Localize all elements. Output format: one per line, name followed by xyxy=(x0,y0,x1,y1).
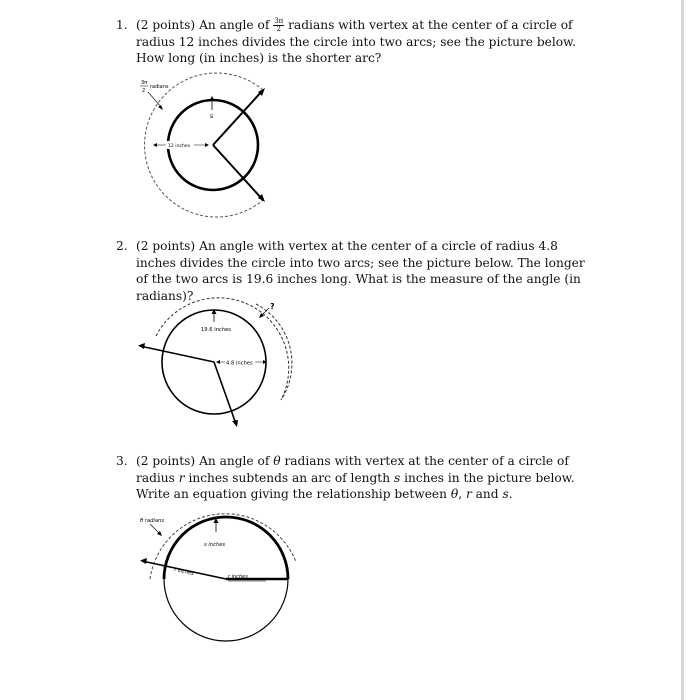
angle-fraction: $\frac{3\pi}{2}$ xyxy=(274,17,284,33)
question-text: An angle of xyxy=(199,18,270,32)
var-s: s xyxy=(502,487,509,501)
question-text: radians with vertex at the center of a circle of radius xyxy=(136,454,569,485)
arc-label: 19.6 inches xyxy=(201,327,231,333)
var-r: r xyxy=(178,470,185,485)
arc-label: s xyxy=(210,113,214,120)
angle-num: 3π xyxy=(141,80,148,86)
question-text: inches subtends an arc of length xyxy=(188,470,391,485)
question-1 xyxy=(116,17,596,67)
and-word: and xyxy=(475,487,499,501)
question-number: 3. xyxy=(116,454,128,468)
radius-label-right: r inches xyxy=(228,574,248,580)
radius-label: 12 inches xyxy=(168,144,191,149)
var-theta: θ xyxy=(450,487,459,501)
scrollbar[interactable] xyxy=(681,0,684,700)
arc-label: s inches xyxy=(204,542,226,548)
radius-label-left: r inches xyxy=(173,567,195,578)
question-points: (2 points) xyxy=(136,239,196,253)
question-text: An angle with vertex at the center of a circle of radius 4.8 inches divides the circle into two arcs; see the picture below. The longer of the two arcs is 19.6 inches long. What is the measure of the angle (in radians)? xyxy=(136,239,585,303)
question-text: An angle of xyxy=(199,454,270,468)
question-3 xyxy=(116,453,596,503)
period: . xyxy=(508,487,513,501)
var-r: r xyxy=(465,487,472,501)
angle-den: 2 xyxy=(142,88,146,94)
figure-2 xyxy=(136,290,296,440)
figure-3 xyxy=(136,512,296,652)
angle-label: radians xyxy=(150,84,169,90)
var-s: s xyxy=(393,470,401,485)
question-text: radians with vertex at the center of a circle of radius 12 inches divides the circle into two arcs; see the picture below. How long (in inches) is the shorter arc? xyxy=(136,18,576,65)
angle-label: ? xyxy=(270,302,275,311)
question-points: (2 points) xyxy=(136,18,196,32)
question-number: 1. xyxy=(116,18,128,32)
var-theta: θ xyxy=(273,454,281,468)
comma: , xyxy=(458,487,463,501)
question-points: (2 points) xyxy=(136,454,196,468)
question-number: 2. xyxy=(116,239,128,253)
angle-label: θ radians xyxy=(140,518,165,524)
radius-label: 4.8 inches xyxy=(226,360,253,367)
figure-1 xyxy=(136,78,276,218)
question-text: inches in the picture below. Write an equation giving the relationship between xyxy=(136,470,575,501)
